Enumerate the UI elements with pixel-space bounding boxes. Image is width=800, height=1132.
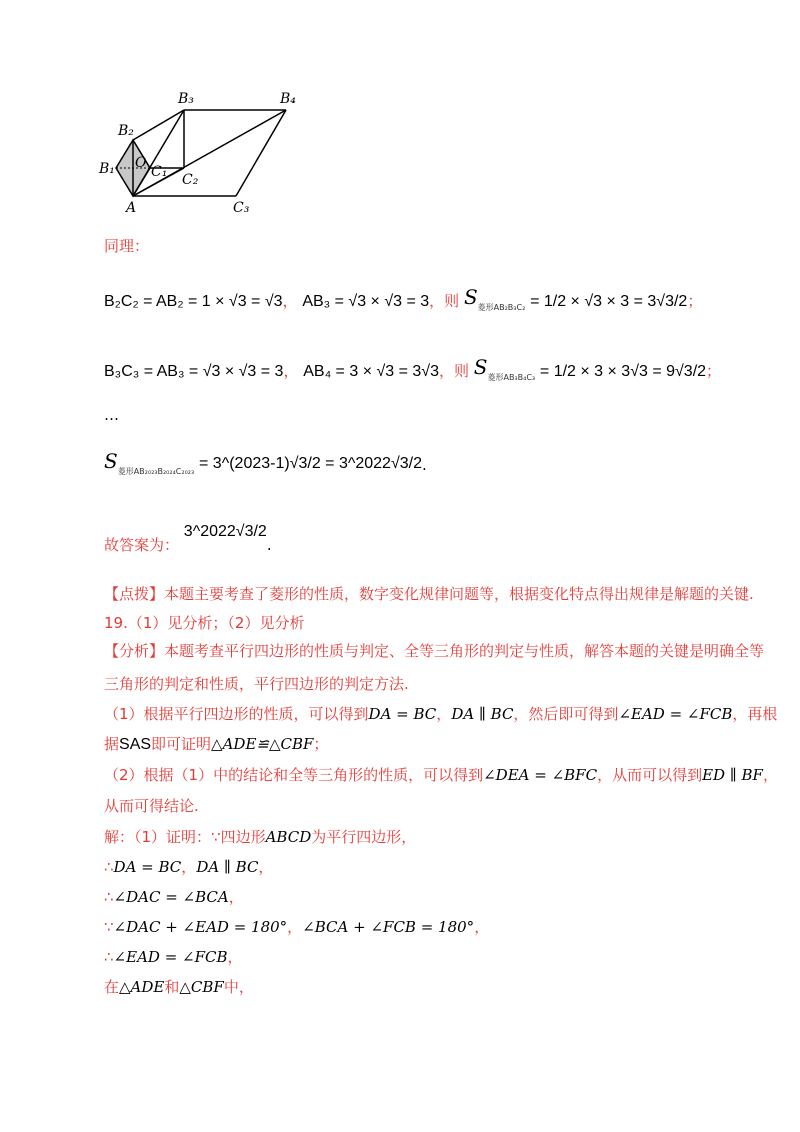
solution-text-a: 解：（1）证明：∵四边形 [104, 828, 266, 846]
solution-abcd: ABCD [265, 828, 312, 846]
solution-dac-eq-bca: ∠DAC = ∠BCA [113, 888, 229, 906]
edge-ab4 [133, 110, 286, 196]
eq2-area-sub: 菱形AB₃B₄C₃ [487, 373, 536, 382]
solution-comma-5: ， [474, 918, 490, 936]
answer-prefix: 故答案为： [104, 536, 180, 554]
solution-tri-ade: △ADE [119, 978, 165, 996]
solution-comma-6: ， [227, 948, 243, 966]
eq1-part-a: B₂C₂ = AB₂ = 1 × √3 = √3 [104, 293, 283, 310]
therefore-symbol-3: ∴ [104, 948, 114, 966]
solution-in-c: 中， [223, 978, 254, 996]
therefore-symbol-2: ∴ [104, 888, 114, 906]
label-c2: C₂ [182, 172, 199, 188]
analysis-2-text-b: ，从而可以得到 [597, 766, 703, 784]
analysis-1-congruence: △ADE≌△CBF [211, 735, 314, 753]
analysis-1-text-d: ，再根 [732, 705, 778, 723]
eq2-part-a: B₃C₃ = AB₃ = √3 × √3 = 3 [104, 363, 284, 380]
label-c3: C₃ [233, 200, 250, 216]
label-a: A [126, 200, 137, 216]
fenxi-line-2: 三角形的判定和性质，平行四边形的判定方法. [104, 675, 409, 693]
q19-heading: 19.（1）见分析；（2）见分析 [104, 614, 305, 632]
analysis-2-text-c: ， [762, 766, 778, 784]
fenxi-body-1: 本题考查平行四边形的性质与判定、全等三角形的判定与性质，解答本题的关键是明确全等 [164, 642, 765, 660]
analysis-2-ed-par-bf: ED ∥ BF [702, 766, 763, 784]
solution-da-eq-bc: DA = BC [113, 858, 182, 876]
answer-line: 故答案为： 3^2022√3/2. [104, 523, 272, 554]
edge-b2b3 [133, 110, 184, 140]
solution-in-a: 在 [104, 978, 120, 996]
analysis-1-text-f: 即可证明 [151, 735, 212, 753]
general-area-sub: 菱形AB₂₀₂₃B₂₀₂₄C₂₀₂₃ [117, 467, 195, 476]
analysis-1-sas: SAS [119, 736, 152, 753]
general-expression: = 3^(2023-1)√3/2 = 3^2022√3/2 [199, 455, 422, 472]
solution-line-3 [104, 886, 244, 908]
fenxi-tag: 【分析】 [104, 642, 165, 660]
analysis-1-line-2 [104, 733, 328, 756]
edge-b4c3 [236, 110, 286, 196]
label-b1: B₁ [99, 161, 115, 177]
eq2-comma: ， [283, 362, 299, 380]
equation-line-2: B₃C₃ = AB₃ = √3 × √3 = 3， AB₄ = 3 × √3 = 3√3，则 $S_{菱形AB_3B_4C_3} = 1/2 \times 3 \times 3√3 = 9√3/2$； [104, 355, 722, 382]
solution-line-1 [104, 826, 416, 848]
analysis-1-text-e: 据 [104, 735, 120, 753]
eq2-area-s: S [473, 355, 488, 379]
dianbo-body: 本题主要考查了菱形的性质，数字变化规律问题等，根据变化特点得出规律是解题的关键. [164, 585, 754, 603]
equation-line-1: B₂C₂ = AB₂ = 1 × √3 = √3， AB₃ = √3 × √3 = 3，则 $S_{菱形AB_2B_3C_2} = 1/2 \times √3 \times 3 = 3√3/2$； [104, 285, 703, 312]
solution-da-par-bc: DA ∥ BC [196, 858, 259, 876]
eq2-then: ，则 [438, 362, 469, 380]
solution-line-6 [104, 976, 254, 998]
eq1-part-c: = 1/2 × √3 × 3 = 3√3/2 [530, 293, 688, 310]
eq2-part-b: AB₄ = 3 × √3 = 3√3 [303, 363, 439, 380]
solution-line-5 [104, 946, 243, 968]
analysis-1-angle-eq: ∠EAD = ∠FCB [618, 705, 733, 723]
solution-tri-cbf: △CBF [179, 978, 224, 996]
label-b3: B₃ [178, 91, 194, 107]
solution-ead-eq-fcb: ∠EAD = ∠FCB [113, 948, 228, 966]
eq1-comma: ， [282, 292, 298, 310]
dianbo-paragraph [104, 583, 754, 605]
analysis-2-line-1 [104, 764, 778, 786]
therefore-symbol: ∴ [104, 858, 114, 876]
analysis-2-line-2: 从而可得结论. [104, 797, 199, 815]
fenxi-line-1 [104, 640, 764, 662]
analysis-1-da-par-bc: DA ∥ BC [451, 705, 514, 723]
analysis-1-da-eq-bc: DA = BC [368, 705, 437, 723]
eq1-then: ，则 [429, 292, 460, 310]
eq1-area-s: S [463, 285, 478, 309]
solution-line-4 [104, 916, 489, 938]
solution-text-b: 为平行四边形， [311, 828, 417, 846]
solution-comma-2: ， [258, 858, 274, 876]
analysis-1-text-a: （1）根据平行四边形的性质，可以得到 [104, 705, 369, 723]
analysis-1-text-b: ， [436, 705, 452, 723]
eq1-area-sub: 菱形AB₂B₃C₂ [477, 303, 526, 312]
solution-line-2 [104, 856, 273, 878]
solution-sum-1: ∠DAC + ∠EAD = 180° [113, 918, 288, 936]
solution-in-b: 和 [164, 978, 180, 996]
eq2-part-c: = 1/2 × 3 × 3√3 = 9√3/2 [539, 363, 707, 380]
dianbo-tag: 【点拨】 [104, 585, 165, 603]
eq1-part-b: AB₃ = √3 × √3 = 3 [302, 293, 430, 310]
general-formula: $S_{菱形AB_{2023}B_{2024}C_{2023}}$ = 3^(2023-1)√3/2 = 3^2022√3/2. [104, 449, 427, 476]
solution-comma-3: ， [228, 888, 244, 906]
answer-value: 3^2022√3/2 [183, 523, 267, 540]
general-area-s: S [104, 449, 118, 473]
analysis-1-line-1 [104, 703, 777, 725]
ellipsis: … [104, 406, 119, 424]
analysis-2-text-a: （2）根据（1）中的结论和全等三角形的性质，可以得到 [104, 766, 484, 784]
label-c1: C₁ [151, 164, 168, 180]
because-symbol: ∵ [104, 918, 114, 936]
analysis-1-text-g: ； [313, 735, 329, 753]
rhombus-figure [96, 88, 316, 218]
solution-comma: ， [181, 858, 197, 876]
label-o: O [135, 155, 147, 171]
solution-comma-4: ， [287, 918, 303, 936]
tongli-label: 同理： [104, 237, 150, 255]
solution-sum-2: ∠BCA + ∠FCB = 180° [302, 918, 475, 936]
label-b2: B₂ [118, 123, 134, 139]
analysis-2-angle-eq: ∠DEA = ∠BFC [483, 766, 598, 784]
label-b4: B₄ [280, 91, 296, 107]
analysis-1-text-c: ，然后即可得到 [513, 705, 619, 723]
